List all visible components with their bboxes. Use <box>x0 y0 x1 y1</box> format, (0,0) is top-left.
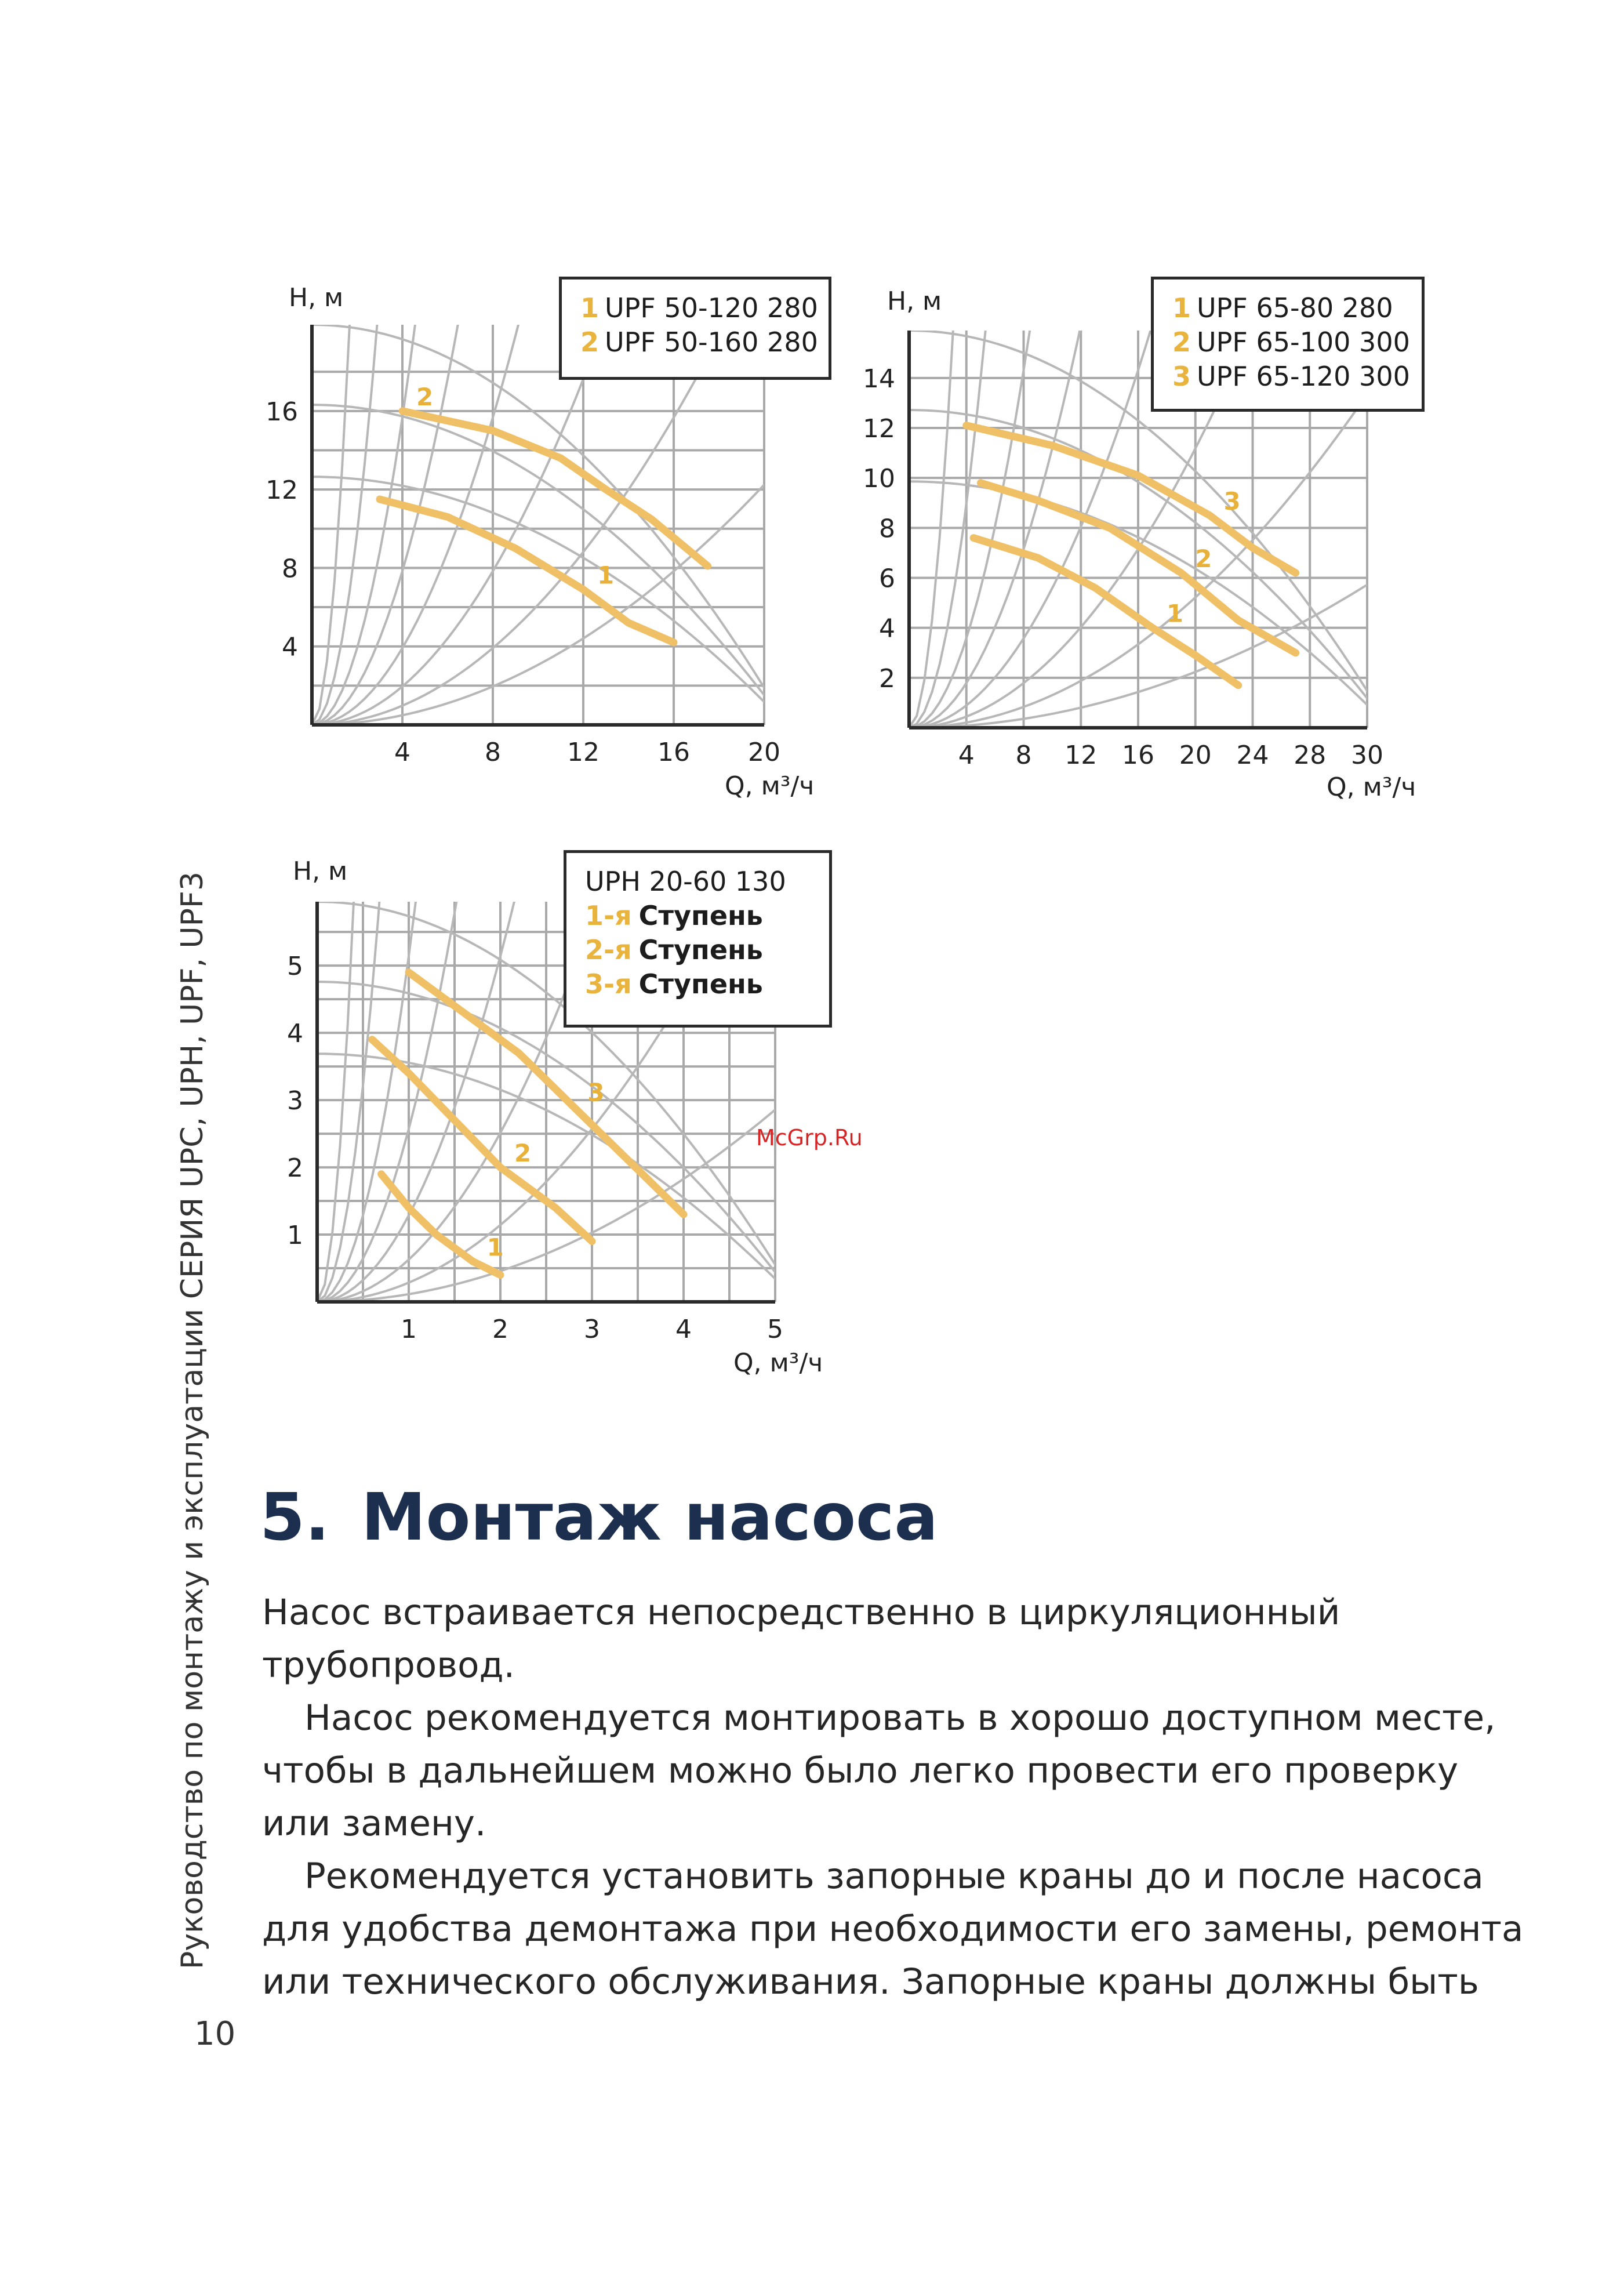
x-tick-label: 8 <box>1015 741 1032 770</box>
side-running-title: Руководство по монтажу и эксплуатации СЕРИЯ UPC, UPH, UPF, UPF3 <box>175 872 210 1969</box>
x-tick-label: 5 <box>767 1315 783 1344</box>
paragraph-line: трубопровод. <box>262 1645 515 1686</box>
x-tick-label: 28 <box>1294 741 1327 770</box>
x-tick-label: 8 <box>485 738 501 767</box>
x-tick-label: 16 <box>657 738 690 767</box>
pump-range-curve <box>317 982 798 1302</box>
body-text <box>262 1586 1524 2008</box>
y-tick-label: 8 <box>282 554 298 584</box>
x-tick-label: 30 <box>1351 741 1383 770</box>
y-tick-label: 5 <box>287 952 303 982</box>
legend-item: 1 UPF 65-80 280 <box>1172 292 1393 324</box>
page-number: 10 <box>194 2015 236 2053</box>
pump-range-curve <box>312 325 787 725</box>
x-tick-label: 3 <box>584 1315 600 1344</box>
series-label: 1 <box>597 561 615 590</box>
pump-range-curve <box>312 477 787 725</box>
y-axis-title: H, м <box>293 856 348 886</box>
chart-legend <box>564 850 832 1028</box>
series-label: 2 <box>514 1139 532 1168</box>
y-tick-label: 8 <box>879 514 895 544</box>
y-tick-label: 16 <box>266 397 298 427</box>
legend-item: 3-я Ступень <box>585 968 763 1000</box>
x-tick-label: 4 <box>958 741 975 770</box>
chart-legend <box>1151 277 1425 412</box>
x-axis-title: Q, м³/ч <box>725 771 815 801</box>
y-tick-label: 12 <box>266 476 298 506</box>
y-tick-label: 1 <box>287 1221 303 1251</box>
paragraph-line: или замену. <box>262 1803 486 1844</box>
series-label: 2 <box>416 382 434 411</box>
legend-item: 2 UPF 50-160 280 <box>580 326 818 358</box>
x-tick-label: 16 <box>1122 741 1154 770</box>
section-title <box>260 1480 938 1555</box>
y-tick-label: 6 <box>879 564 895 594</box>
chart-legend <box>559 277 831 380</box>
series-label: 1 <box>486 1233 504 1262</box>
legend-item: 3 UPF 65-120 300 <box>1172 361 1410 392</box>
x-tick-label: 4 <box>394 738 410 767</box>
paragraph-line: для удобства демонтажа при необходимости его замены, ремонта <box>262 1908 1524 1950</box>
x-axis-title: Q, м³/ч <box>1327 772 1416 802</box>
y-tick-label: 2 <box>287 1153 303 1184</box>
x-tick-label: 24 <box>1236 741 1269 770</box>
x-tick-label: 20 <box>748 738 780 767</box>
series-label: 3 <box>1223 487 1241 516</box>
legend-title: UPH 20-60 130 <box>585 866 786 897</box>
legend-item: 1-я Ступень <box>585 900 763 931</box>
y-tick-label: 10 <box>863 464 895 494</box>
y-tick-label: 4 <box>287 1019 303 1049</box>
y-tick-label: 14 <box>863 364 895 394</box>
paragraph-line: Рекомендуется установить запорные краны до и после насоса <box>304 1856 1484 1897</box>
paragraph-line: или технического обслуживания. Запорные краны должны быть <box>262 1961 1479 2002</box>
y-axis-title: H, м <box>289 283 344 313</box>
x-tick-label: 2 <box>492 1315 508 1344</box>
series-label: 2 <box>1195 544 1212 573</box>
y-tick-label: 4 <box>282 632 298 662</box>
x-axis-title: Q, м³/ч <box>733 1348 823 1378</box>
legend-item: 1 UPF 50-120 280 <box>580 292 818 324</box>
legend-item: 2 UPF 65-100 300 <box>1172 326 1410 358</box>
chart-plot <box>266 325 780 767</box>
section-title-text: Монтаж насоса <box>361 1480 938 1555</box>
paragraph-line: чтобы в дальнейшем можно было легко провести его проверку <box>262 1750 1459 1791</box>
x-tick-label: 4 <box>675 1315 692 1344</box>
paragraph-line: Насос встраивается непосредственно в циркуляционный <box>262 1592 1340 1633</box>
y-tick-label: 12 <box>863 414 895 444</box>
pump-range-curve <box>909 410 1390 728</box>
watermark: McGrp.Ru <box>756 1125 863 1150</box>
y-tick-label: 2 <box>879 663 895 694</box>
x-tick-label: 1 <box>401 1315 417 1344</box>
series-label: 1 <box>1166 599 1183 628</box>
y-tick-label: 3 <box>287 1086 303 1116</box>
x-tick-label: 12 <box>567 738 600 767</box>
series-line <box>380 499 674 643</box>
legend-item: 2-я Ступень <box>585 934 763 966</box>
y-tick-label: 4 <box>879 614 895 644</box>
section-number: 5. <box>260 1480 330 1555</box>
x-tick-label: 20 <box>1179 741 1212 770</box>
x-tick-label: 12 <box>1064 741 1098 770</box>
y-axis-title: H, м <box>887 286 942 316</box>
paragraph-line: Насос рекомендуется монтировать в хорошо доступном месте, <box>304 1697 1496 1738</box>
series-label: 3 <box>587 1078 605 1107</box>
